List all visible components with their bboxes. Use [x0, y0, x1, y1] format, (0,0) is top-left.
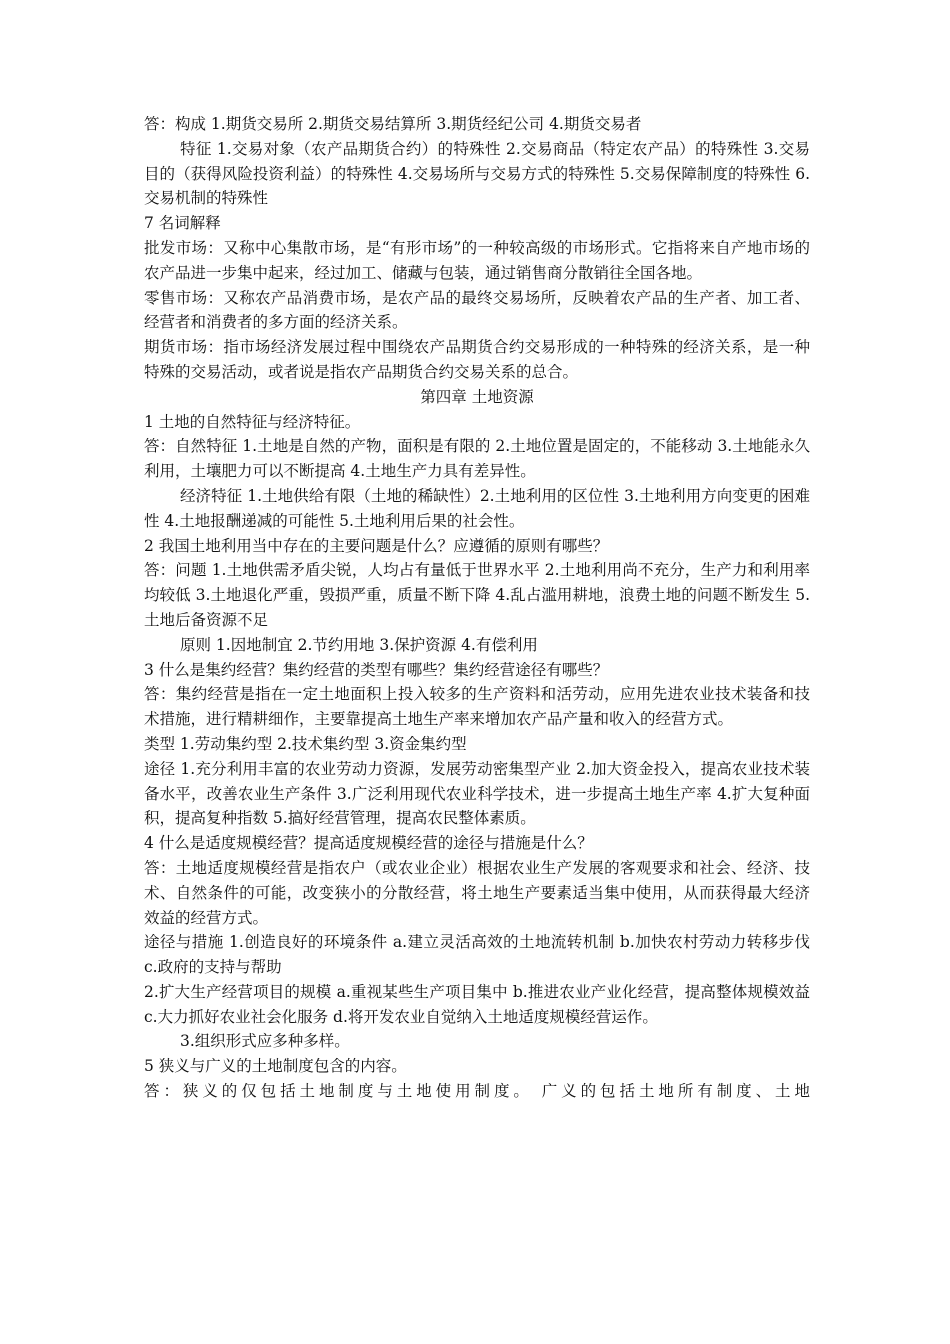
definition-futures-market: 期货市场：指市场经济发展过程中围绕农产品期货合约交易形成的一种特殊的经济关系，是一种特殊的交易活动，或者说是指农产品期货合约交易关系的总合。: [144, 338, 810, 381]
answer-features: 特征 1.交易对象（农产品期货合约）的特殊性 2.交易商品（特定农产品）的特殊性 3.交易目的（获得风险投资利益）的特殊性 4.交易场所与交易方式的特殊性 5.交易保障制度的特殊性 6.交易机制的特殊性: [144, 139, 810, 208]
answer-intensive-definition: 答：集约经营是指在一定土地面积上投入较多的生产资料和活劳动，应用先进农业技术装备和技术措施，进行精耕细作，主要靠提高土地生产率来增加农产品产量和收入的经营方式。: [144, 685, 810, 729]
definition-retail-market: 零售市场：又称农产品消费市场，是农产品的最终交易场所，反映着农产品的生产者、加工者、经营者和消费者的多方面的经济关系。: [144, 288, 810, 332]
answer-scale-definition: 答：土地适度规模经营是指农户（或农业企业）根据农业生产发展的客观要求和社会、经济、技术、自然条件的可能，改变狭小的分散经营，将土地生产要素适当集中使用，从而获得最大经济效益的经营方式。: [144, 858, 810, 927]
question-3-title: 3 什么是集约经营？集约经营的类型有哪些？集约经营途径有哪些？: [144, 660, 609, 679]
answer-scale-measure-1: 途径与措施 1.创造良好的环境条件 a.建立灵活高效的土地流转机制 b.加快农村劳动力转移步伐 c.政府的支持与帮助: [144, 933, 810, 977]
answer-problems: 答：问题 1.土地供需矛盾尖锐，人均占有量低于世界水平 2.土地利用尚不充分，生产力和利用率均较低 3.土地退化严重，毁损严重，质量不断下降 4.乱占滥用耕地，浪费土地的问题不断发生 5.土地后备资源不足: [144, 561, 810, 629]
question-4-title: 4 什么是适度规模经营？提高适度规模经营的途径与措施是什么？: [144, 834, 593, 853]
question-7-title: 7 名词解释: [144, 214, 221, 233]
question-2-title: 2 我国土地利用当中存在的主要问题是什么？应遵循的原则有哪些？: [144, 536, 609, 555]
answer-scale-measure-2: 2.扩大生产经营项目的规模 a.重视某些生产项目集中 b.推进农业产业化经营，提高整体规模效益 c.大力抓好农业社会化服务 d.将开发农业自觉纳入土地适度规模经营运作。: [144, 982, 810, 1026]
answer-composition: 答：构成 1.期货交易所 2.期货交易结算所 3.期货经纪公司 4.期货交易者: [144, 115, 642, 133]
question-1-title: 1 土地的自然特征与经济特征。: [144, 412, 361, 431]
answer-natural-features: 答：自然特征 1.土地是自然的产物，面积是有限的 2.土地位置是固定的，不能移动 3.土地能永久利用，土壤肥力可以不断提高 4.土地生产力具有差异性。: [144, 437, 810, 481]
answer-intensive-types: 类型 1.劳动集约型 2.技术集约型 3.资金集约型: [144, 734, 467, 753]
answer-economic-features: 经济特征 1.土地供给有限（土地的稀缺性）2.土地利用的区位性 3.土地利用方向变更的困难性 4.土地报酬递减的可能性 5.土地利用后果的社会性。: [144, 486, 810, 530]
answer-principles: 原则 1.因地制宜 2.节约用地 3.保护资源 4.有偿利用: [180, 635, 538, 654]
chapter-heading: 第四章 土地资源: [420, 387, 534, 406]
document-page: [144, 112, 810, 1104]
definition-wholesale-market: 批发市场：又称中心集散市场，是“有形市场”的一种较高级的市场形式。它指将来自产地市场的农产品进一步集中起来，经过加工、储藏与包装，通过销售商分散销往全国各地。: [144, 238, 810, 282]
answer-land-system: 答：狭义的仅包括土地制度与土地使用制度。 广义的包括土地所有制度、土地: [144, 1082, 810, 1101]
answer-scale-measure-3: 3.组织形式应多种多样。: [180, 1032, 350, 1051]
question-5-title: 5 狭义与广义的土地制度包含的内容。: [144, 1057, 407, 1076]
answer-intensive-approaches: 途径 1.充分利用丰富的农业劳动力资源，发展劳动密集型产业 2.加大资金投入，提高农业技术装备水平，改善农业生产条件 3.广泛利用现代农业科学技术，进一步提高土地生产率 4.扩大复种面积，提高复种指数 5.搞好经营管理，提高农民整体素质。: [144, 759, 810, 828]
